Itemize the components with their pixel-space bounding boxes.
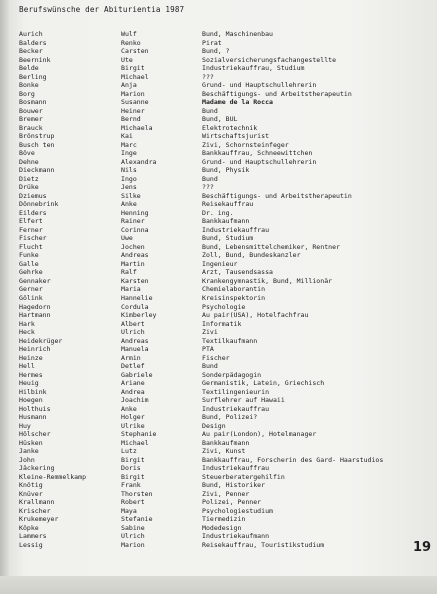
- list-item: [19, 226, 424, 235]
- surname: Galle: [19, 259, 39, 268]
- career-wish: Au pair(London), Hotelmanager: [202, 430, 317, 439]
- surname: Gehrke: [19, 268, 43, 277]
- surname: Krischer: [19, 506, 51, 515]
- surname: Hagedorn: [19, 302, 51, 311]
- surname: Hermes: [19, 370, 43, 379]
- surname: Lessig: [19, 540, 43, 549]
- firstname: Martin: [121, 259, 145, 268]
- career-wish: Elektrotechnik: [202, 123, 258, 132]
- list-item: [19, 158, 424, 167]
- surname: Köpke: [19, 523, 39, 532]
- firstname: Ulrich: [121, 328, 145, 337]
- surname: Hüsken: [19, 438, 43, 447]
- surname: Hilbink: [19, 387, 47, 396]
- surname: Heidekrüger: [19, 336, 63, 345]
- list-item: [19, 243, 424, 252]
- career-wish: Au pair(USA), Hotelfachfrau: [202, 311, 309, 320]
- page-number: 19: [413, 540, 432, 555]
- list-item: [19, 260, 424, 269]
- surname: Elfert: [19, 217, 43, 226]
- firstname: Joachim: [121, 396, 149, 405]
- surname: Hartmann: [19, 311, 51, 320]
- surname: Krukemeyer: [19, 515, 59, 524]
- surname: Bouwer: [19, 106, 43, 115]
- firstname: Andreas: [121, 251, 149, 260]
- career-wish: Bund: [202, 106, 218, 115]
- firstname: Ulrich: [121, 532, 145, 541]
- firstname: Anja: [121, 81, 137, 90]
- surname: Dehne: [19, 157, 39, 166]
- firstname: Stefanie: [121, 515, 153, 524]
- firstname: Robert: [121, 498, 145, 507]
- list-item: [19, 388, 424, 397]
- career-wish: Beschäftigungs- und Arbeitstherapeutin: [202, 191, 352, 200]
- firstname: Wulf: [121, 30, 137, 38]
- firstname: Holger: [121, 413, 145, 422]
- career-wish: Germanistik, Latein, Griechisch: [202, 379, 325, 388]
- career-wish: Bund, ?: [202, 47, 230, 56]
- career-wish: Textilkaufmann: [202, 336, 258, 345]
- career-wish: Industriekauffrau: [202, 404, 270, 413]
- surname: Kleine-Remmelkamp: [19, 472, 87, 481]
- list-item: [19, 166, 424, 175]
- firstname: Ute: [121, 55, 133, 64]
- list-item: [19, 311, 424, 320]
- list-item: [19, 422, 424, 431]
- career-wish: Grund- und Hauptschullehrerin: [202, 157, 317, 166]
- firstname: Corinna: [121, 225, 149, 234]
- firstname: Kimberley: [121, 311, 157, 320]
- firstname: Birgit: [121, 455, 145, 464]
- surname: Bosmann: [19, 98, 47, 107]
- career-wish: Modedesign: [202, 523, 242, 532]
- career-wish: Bankkauffrau, Schneewittchen: [202, 149, 313, 158]
- career-wish: Zivi, Penner: [202, 489, 250, 498]
- list-item: [19, 141, 424, 150]
- career-wish: Zivi: [202, 328, 218, 337]
- firstname: Ariane: [121, 379, 145, 388]
- list-item: [19, 371, 424, 380]
- career-wish: Wirtschaftsjurist: [202, 132, 270, 141]
- firstname: Ralf: [121, 268, 137, 277]
- firstname: Albert: [121, 319, 145, 328]
- surname: Aurich: [19, 30, 43, 38]
- surname: Lammers: [19, 532, 47, 541]
- surname: Brönstrup: [19, 132, 55, 141]
- firstname: Manuela: [121, 345, 149, 354]
- surname: Hölscher: [19, 430, 51, 439]
- surname: Hell: [19, 362, 35, 371]
- list-item: [19, 413, 424, 422]
- firstname: Andrea: [121, 387, 145, 396]
- career-wish: Dr. ing.: [202, 208, 234, 217]
- career-wish: Bund: [202, 174, 218, 183]
- firstname: Jochen: [121, 242, 145, 251]
- page-bottom-edge: [0, 576, 437, 594]
- firstname: Maya: [121, 506, 137, 515]
- firstname: Kai: [121, 132, 133, 141]
- firstname: Doris: [121, 464, 141, 473]
- surname: Husmann: [19, 413, 47, 422]
- career-wish: Ingenieur: [202, 259, 238, 268]
- surname: Holthuis: [19, 404, 51, 413]
- surname: Knötig: [19, 481, 43, 490]
- career-wish: ???: [202, 72, 214, 81]
- surname: Knüver: [19, 489, 43, 498]
- surname: Dietz: [19, 174, 39, 183]
- firstname: Marion: [121, 540, 145, 549]
- surname: Gennaker: [19, 276, 51, 285]
- career-wish: Krankengymnastik, Bund, Millionär: [202, 276, 333, 285]
- surname: Krallmann: [19, 498, 55, 507]
- surname: Ferner: [19, 225, 43, 234]
- firstname: Marion: [121, 89, 145, 98]
- list-item: [19, 132, 424, 141]
- firstname: Ulrike: [121, 421, 145, 430]
- career-wish: Bund, Studium: [202, 234, 254, 243]
- surname: Balders: [19, 38, 47, 47]
- surname: Hark: [19, 319, 35, 328]
- firstname: Stephanie: [121, 430, 157, 439]
- list-item: [19, 98, 424, 107]
- firstname: Michael: [121, 438, 149, 447]
- firstname: Maria: [121, 285, 141, 294]
- firstname: Andreas: [121, 336, 149, 345]
- surname: Eilders: [19, 208, 47, 217]
- firstname: Carsten: [121, 47, 149, 56]
- surname: Dziemus: [19, 191, 47, 200]
- firstname: Susanne: [121, 98, 149, 107]
- surname: Gölink: [19, 293, 43, 302]
- surname: Brauck: [19, 123, 43, 132]
- career-wish: Bund: [202, 362, 218, 371]
- surname: Bremer: [19, 115, 43, 124]
- career-wish: Bund, Physik: [202, 166, 250, 175]
- list-item: [19, 73, 424, 82]
- surname: Huy: [19, 421, 31, 430]
- list-item: [19, 345, 424, 354]
- career-wish: Kreisinspektorin: [202, 293, 266, 302]
- career-wish: Surflehrer auf Hawaii: [202, 396, 285, 405]
- surname: Heinrich: [19, 345, 51, 354]
- firstname: Ingo: [121, 174, 137, 183]
- list-item: [19, 149, 424, 158]
- list-item: [19, 217, 424, 226]
- career-wish: Polizei, Penner: [202, 498, 262, 507]
- list-item: [19, 430, 424, 439]
- career-wish: Bund, BUL: [202, 115, 238, 124]
- firstname: Armin: [121, 353, 141, 362]
- list-item: [19, 183, 424, 192]
- career-wish: Arzt, Tausendsassa: [202, 268, 273, 277]
- list-item: [19, 379, 424, 388]
- list-item: [19, 56, 424, 65]
- list-item: [19, 507, 424, 516]
- surname: Dönnebrink: [19, 200, 59, 209]
- career-wish: Design: [202, 421, 226, 430]
- career-wish: Textilingenieurin: [202, 387, 270, 396]
- page-title: Berufswünsche der Abiturientia 1987: [19, 5, 185, 14]
- surname: Heuig: [19, 379, 39, 388]
- firstname: Michaela: [121, 123, 153, 132]
- list-item: [19, 294, 424, 303]
- list-item: [19, 209, 424, 218]
- firstname: Marc: [121, 140, 137, 149]
- list-item: [19, 192, 424, 201]
- list-item: [19, 328, 424, 337]
- surname: Drüke: [19, 183, 39, 192]
- career-wish: Reisekauffrau, Touristikstudium: [202, 540, 325, 549]
- career-wish: Fischer: [202, 353, 230, 362]
- firstname: Silke: [121, 191, 141, 200]
- firstname: Sabine: [121, 523, 145, 532]
- career-wish: Beschäftigungs- und Arbeitstherapeutin: [202, 89, 352, 98]
- surname: Dieckmann: [19, 166, 55, 175]
- list-item: [19, 524, 424, 533]
- career-wish: Bund, Maschinenbau: [202, 30, 273, 38]
- career-wish: Industriekauffrau, Studium: [202, 64, 305, 73]
- list-item: [19, 251, 424, 260]
- list-item: [19, 456, 424, 465]
- page-fold-shadow: [0, 0, 9, 594]
- list-item: [19, 498, 424, 507]
- surname: Borg: [19, 89, 35, 98]
- firstname: Birgit: [121, 64, 145, 73]
- career-wish: Zivi, Schornsteinfeger: [202, 140, 289, 149]
- firstname: Jens: [121, 183, 137, 192]
- list-item: [19, 47, 424, 56]
- career-wish: Zivi, Kunst: [202, 447, 246, 456]
- surname: Böve: [19, 149, 35, 158]
- list-item: [19, 39, 424, 48]
- career-wish: Zoll, Bund, Bundeskanzler: [202, 251, 301, 260]
- surname: Beernink: [19, 55, 51, 64]
- firstname: Bernd: [121, 115, 141, 124]
- surname: Gerner: [19, 285, 43, 294]
- list-item: [19, 175, 424, 184]
- list-item: [19, 337, 424, 346]
- career-wish: Industriekauffrau: [202, 225, 270, 234]
- career-wish: ???: [202, 183, 214, 192]
- career-wish: Bund, Polizei?: [202, 413, 258, 422]
- list-item: [19, 541, 424, 550]
- list-item: [19, 124, 424, 133]
- list-item: [19, 320, 424, 329]
- career-wish: Pirat: [202, 38, 222, 47]
- career-wish: Sozialversicherungsfachangestellte: [202, 55, 337, 64]
- list-item: [19, 473, 424, 482]
- career-wish: Reisekauffrau: [202, 200, 254, 209]
- surname: Funke: [19, 251, 39, 260]
- list-item: [19, 81, 424, 90]
- list-item: [19, 107, 424, 116]
- career-wish: Bund, Historiker: [202, 481, 266, 490]
- career-wish: Bankkaufmann: [202, 217, 250, 226]
- career-wishes-list: [19, 30, 424, 549]
- surname: Janke: [19, 447, 39, 456]
- firstname: Birgit: [121, 472, 145, 481]
- surname: Fischer: [19, 234, 47, 243]
- list-item: [19, 396, 424, 405]
- list-item: [19, 268, 424, 277]
- firstname: Inge: [121, 149, 137, 158]
- firstname: Uwe: [121, 234, 133, 243]
- surname: Berling: [19, 72, 47, 81]
- list-item: [19, 285, 424, 294]
- list-item: [19, 354, 424, 363]
- list-item: [19, 490, 424, 499]
- career-wish: Madame de la Rocca: [202, 98, 273, 107]
- surname: Becker: [19, 47, 43, 56]
- surname: Belde: [19, 64, 39, 73]
- career-wish: Bankkaufmann: [202, 438, 250, 447]
- surname: Heck: [19, 328, 35, 337]
- firstname: Frank: [121, 481, 141, 490]
- list-item: [19, 64, 424, 73]
- list-item: [19, 464, 424, 473]
- list-item: [19, 277, 424, 286]
- list-item: [19, 532, 424, 541]
- list-item: [19, 447, 424, 456]
- firstname: Henning: [121, 208, 149, 217]
- firstname: Thorsten: [121, 489, 153, 498]
- list-item: [19, 200, 424, 209]
- career-wish: Tiermedizin: [202, 515, 246, 524]
- list-item: [19, 405, 424, 414]
- firstname: Hannelie: [121, 293, 153, 302]
- list-item: [19, 303, 424, 312]
- list-item: [19, 234, 424, 243]
- firstname: Rainer: [121, 217, 145, 226]
- surname: Hoegen: [19, 396, 43, 405]
- firstname: Renko: [121, 38, 141, 47]
- list-item: [19, 115, 424, 124]
- career-wish: Bund, Lebensmittelchemiker, Rentner: [202, 242, 340, 251]
- career-wish: Grund- und Hauptschullehrerin: [202, 81, 317, 90]
- list-item: [19, 515, 424, 524]
- surname: Flucht: [19, 242, 43, 251]
- firstname: Cordula: [121, 302, 149, 311]
- firstname: Nils: [121, 166, 137, 175]
- firstname: Heiner: [121, 106, 145, 115]
- career-wish: Psychologie: [202, 302, 246, 311]
- firstname: Lutz: [121, 447, 137, 456]
- career-wish: Bankkauffrau, Forscherin des Gard- Haarstudios: [202, 455, 384, 464]
- firstname: Detlef: [121, 362, 145, 371]
- list-item: [19, 90, 424, 99]
- career-wish: Informatik: [202, 319, 242, 328]
- career-wish: Psychologiestudium: [202, 506, 273, 515]
- surname: Heinze: [19, 353, 43, 362]
- list-item: [19, 439, 424, 448]
- career-wish: Chemielaborantin: [202, 285, 266, 294]
- surname: John: [19, 455, 35, 464]
- surname: Bonke: [19, 81, 39, 90]
- list-item: [19, 481, 424, 490]
- firstname: Anke: [121, 404, 137, 413]
- surname: Busch ten: [19, 140, 55, 149]
- career-wish: Industriekaufmann: [202, 532, 270, 541]
- firstname: Anke: [121, 200, 137, 209]
- firstname: Michael: [121, 72, 149, 81]
- career-wish: PTA: [202, 345, 214, 354]
- firstname: Alexandra: [121, 157, 157, 166]
- career-wish: Industriekauffrau: [202, 464, 270, 473]
- surname: Jäckering: [19, 464, 55, 473]
- firstname: Karsten: [121, 276, 149, 285]
- firstname: Gabriele: [121, 370, 153, 379]
- career-wish: Steuerberatergehilfin: [202, 472, 285, 481]
- list-item: [19, 362, 424, 371]
- career-wish: Sonderpädagogin: [202, 370, 262, 379]
- list-item: [19, 30, 424, 39]
